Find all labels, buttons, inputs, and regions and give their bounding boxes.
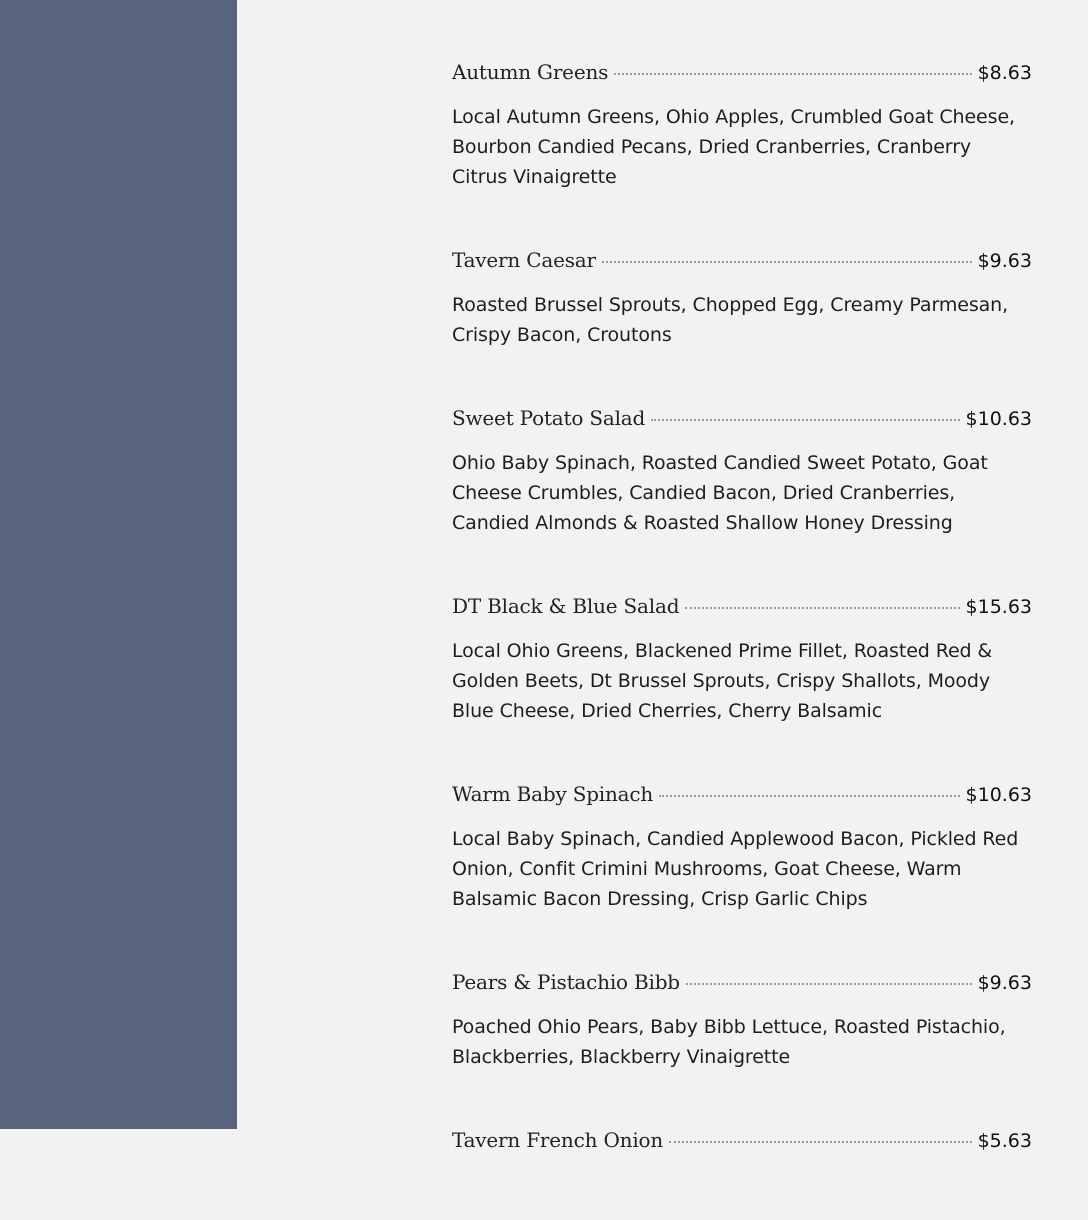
dotted-leader [669, 1141, 972, 1143]
menu-item-name: Autumn Greens [452, 60, 609, 84]
menu-item-price: $9.63 [977, 250, 1032, 272]
menu-item-name: Tavern French Onion [452, 1128, 664, 1152]
menu-item-pears-pistachio-bibb [452, 970, 1032, 1072]
menu-item-price: $10.63 [965, 408, 1032, 430]
menu-item-name: DT Black & Blue Salad [452, 594, 680, 618]
menu-item-name: Pears & Pistachio Bibb [452, 970, 680, 994]
dotted-leader [686, 983, 972, 985]
menu-item-header [452, 406, 1032, 442]
menu-item-price: $8.63 [977, 62, 1032, 84]
sidebar-panel [0, 0, 237, 1129]
menu-item-tavern-caesar [452, 248, 1032, 350]
menu-item-name: Warm Baby Spinach [452, 782, 654, 806]
dotted-leader [651, 419, 959, 421]
menu-item-price: $10.63 [965, 784, 1032, 806]
dotted-leader [602, 261, 972, 263]
menu-item-sweet-potato-salad [452, 406, 1032, 538]
menu-item-header [452, 60, 1032, 96]
menu-item-description: Local Autumn Greens, Ohio Apples, Crumbled Goat Cheese, Bourbon Candied Pecans, Dried Cranberries, Cranberry Citrus Vinaigrette [452, 106, 1015, 188]
menu-item-header [452, 248, 1032, 284]
menu-item-description: Roasted Brussel Sprouts, Chopped Egg, Creamy Parmesan, Crispy Bacon, Croutons [452, 294, 1009, 346]
menu-item-description: Ohio Baby Spinach, Roasted Candied Sweet Potato, Goat Cheese Crumbles, Candied Bacon, Dried Cranberries, Candied Almonds & Roasted Shallow Honey Dressing [452, 452, 988, 534]
menu-item-name: Sweet Potato Salad [452, 406, 646, 430]
menu-item-description: Poached Ohio Pears, Baby Bibb Lettuce, Roasted Pistachio, Blackberries, Blackberry Vinaigrette [452, 1016, 1006, 1068]
menu-item-description: Local Ohio Greens, Blackened Prime Fillet, Roasted Red & Golden Beets, Dt Brussel Sprouts, Crispy Shallots, Moody Blue Cheese, Dried Cherries, Cherry Balsamic [452, 640, 993, 722]
menu-list [452, 60, 1032, 1220]
menu-item-autumn-greens [452, 60, 1032, 192]
dotted-leader [659, 795, 959, 797]
menu-item-description: Local Baby Spinach, Candied Applewood Bacon, Pickled Red Onion, Confit Crimini Mushrooms, Goat Cheese, Warm Balsamic Bacon Dressing, Crisp Garlic Chips [452, 828, 1019, 910]
menu-item-price: $5.63 [977, 1130, 1032, 1152]
menu-item-name: Tavern Caesar [452, 248, 596, 272]
menu-item-dt-black-blue-salad [452, 594, 1032, 726]
menu-item-header [452, 782, 1032, 818]
menu-item-price: $15.63 [965, 596, 1032, 618]
menu-item-header [452, 594, 1032, 630]
menu-item-warm-baby-spinach [452, 782, 1032, 914]
menu-item-tavern-french-onion [452, 1128, 1032, 1164]
dotted-leader [614, 73, 971, 75]
menu-item-header [452, 1128, 1032, 1164]
menu-item-header [452, 970, 1032, 1006]
menu-item-price: $9.63 [977, 972, 1032, 994]
dotted-leader [685, 607, 959, 609]
